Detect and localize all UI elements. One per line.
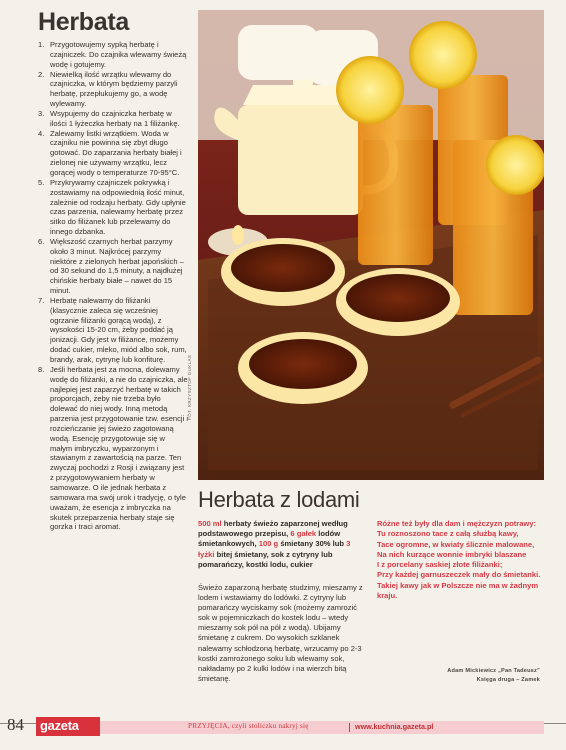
recipe-instructions: Świeżo zaparzoną herbatę studzimy, mieszamy z lodem i wstawiamy do lodówki. Z cytryny lub pomarańczy wyciskamy sok (możemy zamrozić sok w pojemniczkach do kostek lodu – wtedy mieszamy sok pół na pół z wodą). Ubijamy śmietanę z cukrem. Do wysokich szklanek nalewamy schłodzoną herbatę, wrzucamy po 2-3 kostki zamrożonego soku lub wlewamy sok, nakładamy po 2 kulki lodów i na wierzch bitą śmietanę. bbox=[198, 583, 363, 683]
website-link[interactable]: www.kuchnia.gazeta.pl bbox=[355, 722, 434, 731]
brewing-steps-list bbox=[38, 40, 188, 532]
section-tagline: PRZYJĘCIA, czyli stoliczku nakryj się bbox=[188, 722, 309, 730]
poem-author: Adam Mickiewicz „Pan Tadeusz” bbox=[447, 668, 540, 674]
list-item: 5. Przykrywamy czajniczek pokrywką i zostawiamy na odpowiednią ilość minut, zależnie od rodzaju herbaty. Gdy upłynie czas parzenia, nalewamy herbatę przez sitko do filiżanek lub przelewamy do innego dzbanka. bbox=[38, 177, 186, 237]
list-item: 7. Herbatę nalewamy do filiżanki (klasycznie zaleca się wcześniej ogrzanie filiżanki gorącą wodą), z wysokości 15-20 cm, żeby poddać ją jonizacji. Gdy jest w filiżance, możemy dodać cukier, mleko, miód albo sok, rum, brandy, arak, cytrynę lub konfiturę. bbox=[38, 295, 187, 364]
brand-logo: gazeta bbox=[36, 717, 100, 736]
poem-line: Na nich kurzące wonnie imbryki blaszane bbox=[377, 549, 527, 559]
list-item: 3. Wsypujemy do czajniczka herbatę w ilości 1 łyżeczka herbaty na 1 filiżankę. bbox=[38, 108, 180, 128]
poem-line: Różne też były dla dam i mężczyzn potrawy: bbox=[377, 519, 537, 528]
tea-photo bbox=[198, 10, 544, 480]
poem-line: Tu roznoszono tace z całą służbą kawy, bbox=[377, 529, 519, 539]
footer-band bbox=[100, 721, 544, 734]
footer-separator bbox=[349, 723, 350, 732]
poem-line: I z porcelany saskiej złote filiżanki; bbox=[377, 560, 503, 569]
recipe-title: Herbata z lodami bbox=[198, 487, 360, 512]
list-item: 4. Zalewamy listki wrzątkiem. Woda w czajniku nie powinna się zbyt długo gotować. Do zaparzania herbaty białej i zielonej nie używamy wrzątku, lecz gorącej wody o temperaturze 70-95°C. bbox=[38, 128, 182, 177]
page-title: Herbata bbox=[38, 8, 129, 36]
poem-source: Księga druga – Zamek bbox=[476, 677, 540, 683]
poem-line: Tace ogromne, w kwiaty ślicznie malowane, bbox=[377, 539, 535, 549]
poem-attribution bbox=[380, 667, 540, 685]
list-item: 2. Niewielką ilość wrzątku wlewamy do czajniczka, w którym będziemy parzyli herbatę, przepłukujemy go, a wodę wylewamy. bbox=[38, 69, 178, 109]
poem-line: Takiej kawy jak w Polszcze nie ma w żadnym kraju. bbox=[377, 580, 539, 600]
page-number: 84 bbox=[7, 715, 24, 734]
poem-quote bbox=[377, 519, 542, 601]
tea-photo-illustration bbox=[198, 10, 544, 480]
poem-line: Przy każdej garnuszeczek mały do śmietanki. bbox=[377, 570, 541, 580]
list-item: 6. Większość czarnych herbat parzymy około 3 minut. Najkrócej parzymy niektóre z zielonych herbat japońskich – od 30 sekund do 1,5 minuty, a najdłużej chińskie herbaty białe – nawet do 15 minut. bbox=[38, 236, 184, 296]
photo-credit: FOT. KRZYSZTOF DUKLAS bbox=[187, 354, 192, 420]
list-item: 8. Jeśli herbata jest za mocna, dolewamy wodę do filiżanki, a nie do czajniczka, ale najlepiej jest zaparzyć herbatę w takich proporcjach, żeby nie trzeba było dolewać do niej wody. Inną metodą parzenia jest przygotowanie tzw. esencji i rozcieńczanie jej świeżo zagotowaną wodą. Esencję przygotowuje się w małym imbryczku, wyparzonym i stawianym z zawartością na parze. Ten zwyczaj pochodzi z Rosji i związany jest z przygotowywaniem herbaty w samowarze. O ile jednak herbata z samowara ma swój urok i tradycję, o tyle uważam, że esencja z imbryczka na skutek przeparzenia herbaty staje się gorzka i traci aromat. bbox=[38, 364, 189, 532]
list-item: 1. Przygotowujemy sypką herbatę i czajniczek. Do czajnika wlewamy świeżą wodę i gotujemy. bbox=[38, 40, 187, 69]
recipe-ingredients: 500 ml herbaty świeżo zaparzonej według podstawowego przepisu, 6 gałek lodów śmietankowych, 100 g śmietany 30% lub 3 łyżki bitej śmietany, sok z cytryny lub pomarańczy, kostki lodu, cukier bbox=[198, 519, 351, 569]
